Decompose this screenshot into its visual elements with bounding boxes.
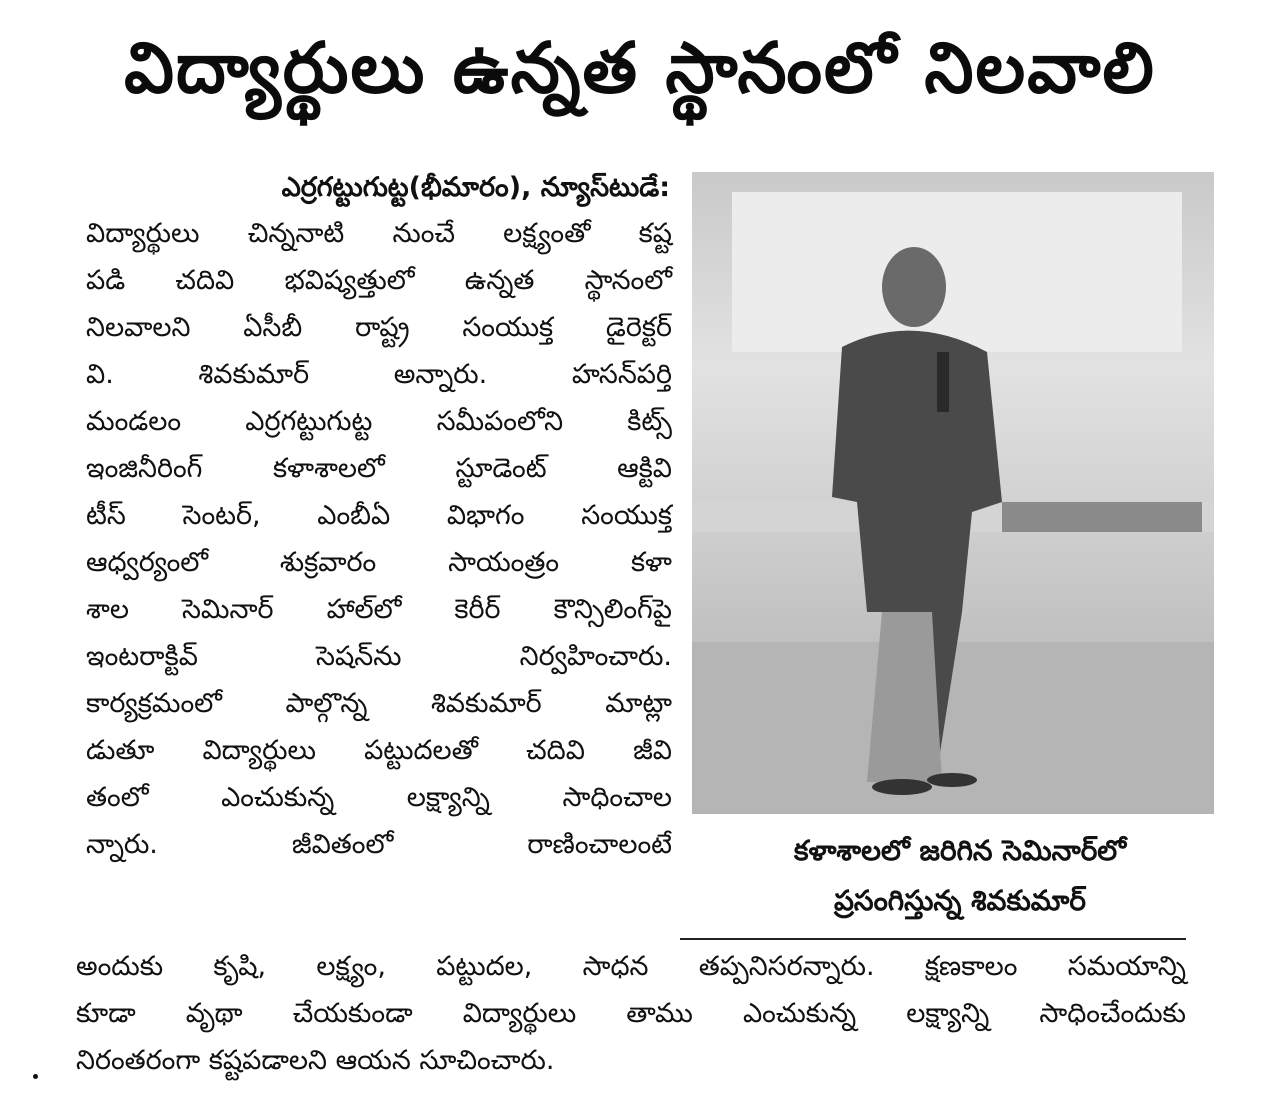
body-line: తంలో ఎంచుకున్న లక్ష్యాన్ని సాధించాల bbox=[86, 782, 672, 813]
body-line: మండలం ఎర్రగట్టుగుట్ట సమీపంలోని కిట్స్ bbox=[86, 406, 672, 437]
body-line: నిలవాలని ఏసీబీ రాష్ట్ర సంయుక్త డైరెక్టర్ bbox=[86, 312, 672, 343]
photo-caption-line-1: కళాశాలలో జరిగిన సెమినార్‌లో bbox=[793, 834, 1127, 867]
dateline: ఎర్రగట్టుగుట్ట(భీమారం), న్యూస్‌టుడే: bbox=[281, 172, 670, 203]
body-line: కార్యక్రమంలో పాల్గొన్న శివకుమార్ మాట్లా bbox=[86, 688, 672, 719]
body-line: ఇంజినీరింగ్ కళాశాలలో స్టూడెంట్ ఆక్టివి bbox=[86, 453, 672, 484]
body-line: ఇంటరాక్టివ్ సెషన్‌ను నిర్వహించారు. bbox=[86, 641, 672, 672]
body-line: న్నారు. జీవితంలో రాణించాలంటే bbox=[86, 829, 672, 860]
body-line: డుతూ విద్యార్థులు పట్టుదలతో చదివి జీవి bbox=[86, 735, 672, 766]
body-line: పడి చదివి భవిష్యత్తులో ఉన్నత స్థానంలో bbox=[86, 265, 672, 296]
body-line: వి. శివకుమార్ అన్నారు. హసన్‌పర్తి bbox=[86, 359, 672, 390]
body-line: నిరంతరంగా కష్టపడాలని ఆయన సూచించారు. bbox=[76, 1045, 555, 1076]
caption-divider bbox=[680, 938, 1186, 940]
body-line: విద్యార్థులు చిన్ననాటి నుంచే లక్ష్యంతో కష్ట bbox=[86, 218, 672, 249]
body-line: ఆధ్వర్యంలో శుక్రవారం సాయంత్రం కళా bbox=[86, 547, 672, 578]
speaker-photo-image bbox=[692, 172, 1214, 814]
headline: విద్యార్థులు ఉన్నత స్థానంలో నిలవాలి bbox=[124, 27, 1156, 109]
body-line: కూడా వృథా చేయకుండా విద్యార్థులు తాము ఎంచుకున్న లక్ష్యాన్ని సాధించేందుకు bbox=[76, 998, 1186, 1029]
body-line: అందుకు కృషి, లక్ష్యం, పట్టుదల, సాధన తప్పనిసరన్నారు. క్షణకాలం సమయాన్ని bbox=[76, 951, 1186, 982]
body-line: టీస్ సెంటర్, ఎంబీఏ విభాగం సంయుక్త bbox=[86, 500, 672, 531]
print-speck bbox=[33, 1074, 38, 1079]
body-line: శాల సెమినార్ హాల్‌లో కెరీర్ కౌన్సిలింగ్‌పై bbox=[86, 594, 672, 625]
photo-caption-line-2: ప్రసంగిస్తున్న శివకుమార్ bbox=[834, 884, 1086, 917]
seminar-photo bbox=[692, 172, 1214, 814]
